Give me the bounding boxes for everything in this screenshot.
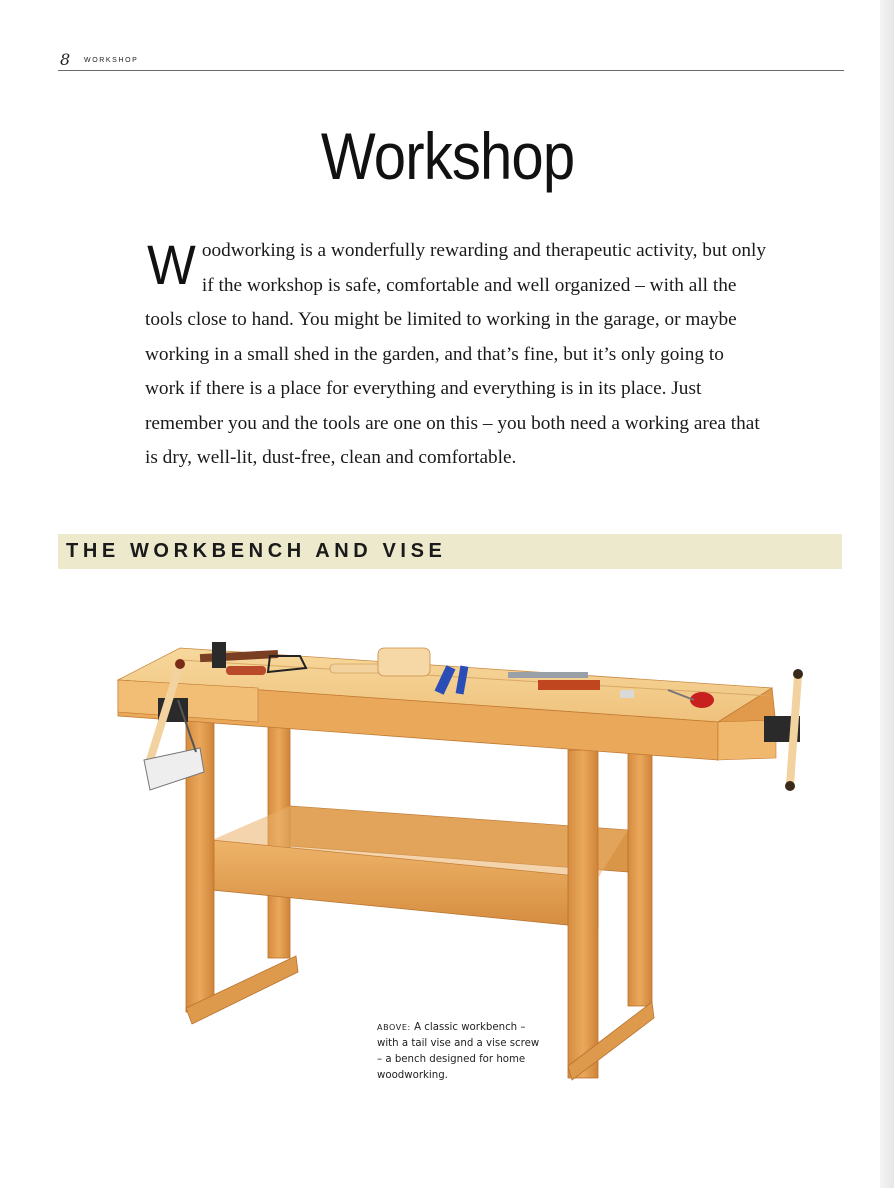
page-edge <box>880 0 894 1188</box>
page-title: Workshop <box>320 119 575 193</box>
running-head-section: WORKSHOP <box>84 57 139 64</box>
figure-caption <box>377 1020 547 1084</box>
caption-text: A classic workbench – with a tail vise and a vise screw – a bench designed for home woodworking. <box>377 1022 540 1081</box>
intro-paragraph <box>145 234 767 476</box>
section-bar <box>58 534 842 569</box>
section-heading: THE WORKBENCH AND VISE <box>66 540 447 562</box>
page-number: 8 <box>60 50 71 69</box>
tail-vise <box>764 669 803 791</box>
caption-lead: ABOVE: <box>377 1023 411 1032</box>
intro-text: oodworking is a wonderfully rewarding and therapeutic activity, but only if the workshop is safe, comfortable and well organized – with all the tools close to hand. You might be limited to working in the garage, or maybe working in a small shed in the garden, and that’s fine, but it’s only going to work if there is a place for everything and everything is in its place. Just remember you and the tools are one on this – you both need a working area that is dry, well-lit, dust-free, clean and comfortable. <box>145 240 767 468</box>
drop-cap: W <box>147 233 196 296</box>
running-head <box>58 50 844 71</box>
